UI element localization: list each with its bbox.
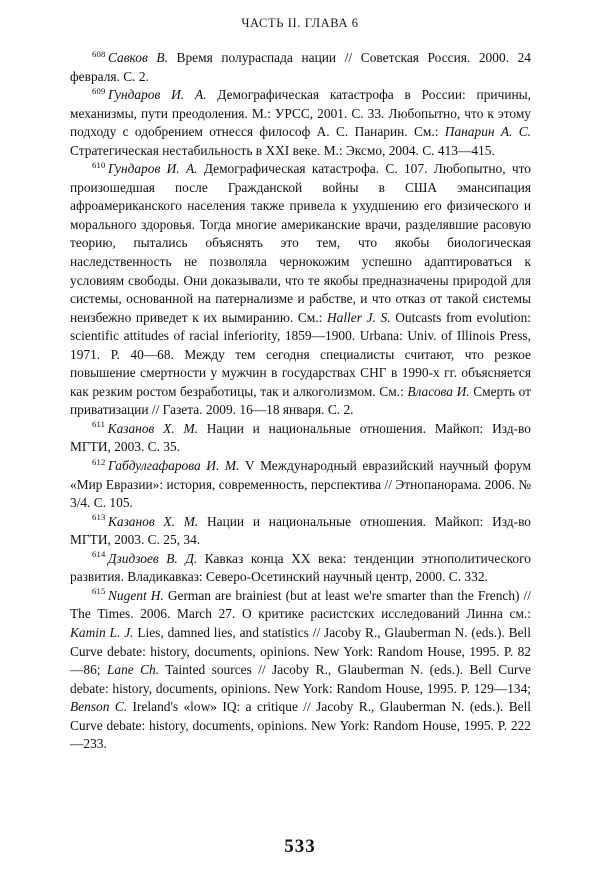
endnote-614 — [70, 550, 531, 587]
endnote-text: V Международный евразийский научный форум «Мир Евразии»: история, современность, перспектива // Этнопанорама. 2006. № 3/4. С. 105. — [70, 458, 531, 511]
endnote-author: Гундаров И. А. — [108, 87, 207, 103]
endnote-number: 611 — [92, 419, 106, 430]
endnote-text: Кавказ конца XX века: тенденции этнополитического развития. Владикавказ: Северо-Осетинский научный центр, 2000. С. 332. — [70, 550, 531, 585]
endnote-text: Нации и национальные отношения. Майкоп: Изд-во МГТИ, 2003. С. 35. — [70, 420, 531, 455]
endnote-author-secondary: Kamin L. J. — [70, 624, 134, 640]
endnote-text: German are brainiest (but at least we're smarter than the French) // The Times. 2006. March 27. О критике расистских исследований Линна см.: — [70, 587, 531, 622]
endnote-text: Нации и национальные отношения. Майкоп: Изд-во МГТИ, 2003. С. 25, 34. — [70, 513, 531, 548]
endnote-text-secondary: Lies, damned lies, and statistics // Jacoby R., Glauberman N. (eds.). Bell Curve debate: history, documents, opinions. New York: Random House, 1995. P. 82—86; — [70, 624, 531, 678]
endnote-610 — [70, 160, 531, 420]
endnote-number: 612 — [92, 456, 106, 467]
endnote-608 — [70, 49, 531, 86]
endnote-text-quaternary: Ireland's «low» IQ: a critique // Jacoby R., Glauberman N. (eds.). Bell Curve debate: history, documents, opinions. New York: Random House, 1995. P. 222—233. — [70, 699, 532, 752]
page-number: 533 — [284, 836, 316, 857]
endnote-author-quaternary: Benson C. — [70, 699, 128, 715]
endnote-text: Демографическая катастрофа в России: причины, механизмы, пути преодоления. М.: УРСС, 2001. С. 33. Любопытно, что к этому подходу с одобрением отнесся философ А. С. Панарин. См.: — [70, 87, 531, 140]
endnote-author: Казанов Х. М. — [108, 513, 199, 529]
endnote-text-tertiary: Tainted sources // Jacoby R., Glauberman N. (eds.). Bell Curve debate: history, documents, opinions. New York: Random House, 1995. P. 129—134; — [70, 662, 532, 696]
endnote-613 — [70, 513, 531, 550]
endnote-author: Nugent H. — [108, 587, 164, 603]
endnote-author: Гундаров И. А. — [108, 161, 198, 177]
endnote-author: Дзидзоев В. Д. — [108, 550, 198, 566]
endnote-author-secondary: Панарин А. С. — [444, 124, 531, 140]
endnote-author: Казанов Х. М. — [107, 420, 198, 436]
endnote-number: 615 — [92, 586, 106, 597]
endnote-text: Время полураспада нации // Советская Россия. 2000. 24 февраля. С. 2. — [70, 50, 531, 84]
running-head: ЧАСТЬ II. ГЛАВА 6 — [241, 16, 359, 30]
endnote-number: 610 — [92, 159, 106, 170]
endnote-611 — [70, 420, 531, 457]
endnote-number: 614 — [92, 549, 106, 560]
endnote-609 — [70, 86, 531, 160]
endnote-text-tertiary: Смерть от приватизации // Газета. 2009. 16—18 января. С. 2. — [70, 383, 531, 418]
endnote-author-tertiary: Lane Ch. — [106, 662, 160, 678]
endnote-number: 608 — [92, 48, 106, 59]
endnote-author: Савков В. — [108, 50, 168, 65]
endnote-text-secondary: Outcasts from evolution: scientific attitudes of racial inferiority, 1859—1900. Urbana: Univ. of Illinois Press, 1971. P. 40—68. Между тем сегодня специалисты считают, что резкое повышение смертности у мужчин в государствах СНГ в 1990-х гг. объясняется как резким ростом безработицы, так и алкоголизмом. См.: — [70, 309, 531, 399]
endnote-text-secondary: Стратегическая нестабильность в XXI веке. М.: Эксмо, 2004. С. 413—415. — [70, 142, 495, 158]
endnote-612 — [70, 457, 531, 513]
endnotes-list — [70, 49, 531, 754]
endnote-615 — [70, 587, 531, 754]
endnote-number: 613 — [92, 512, 106, 523]
endnote-number: 609 — [92, 85, 106, 96]
endnote-author-secondary: Haller J. S. — [326, 309, 391, 325]
endnote-text: Демографическая катастрофа. С. 107. Любопытно, что произошедшая после Гражданской войны в США эмансипация афроамериканского населения также привела к ухудшению его физического и морального здоровья. Тогда многие американские врачи, разделявшие расовую теорию, пытались объяснять это тем, что якобы биологическая наследственность не позволяла чернокожим успешно адаптироваться к условиям свободы. Они доказывали, что те якобы предназначены природой для системы, основанной на патернализме и рабстве, и что отказ от такой системы неизбежно приведет к их вымиранию. См.: — [70, 161, 531, 325]
endnote-author-tertiary: Власова И. — [407, 383, 470, 399]
endnote-author: Габдулгафарова И. М. — [108, 458, 240, 474]
